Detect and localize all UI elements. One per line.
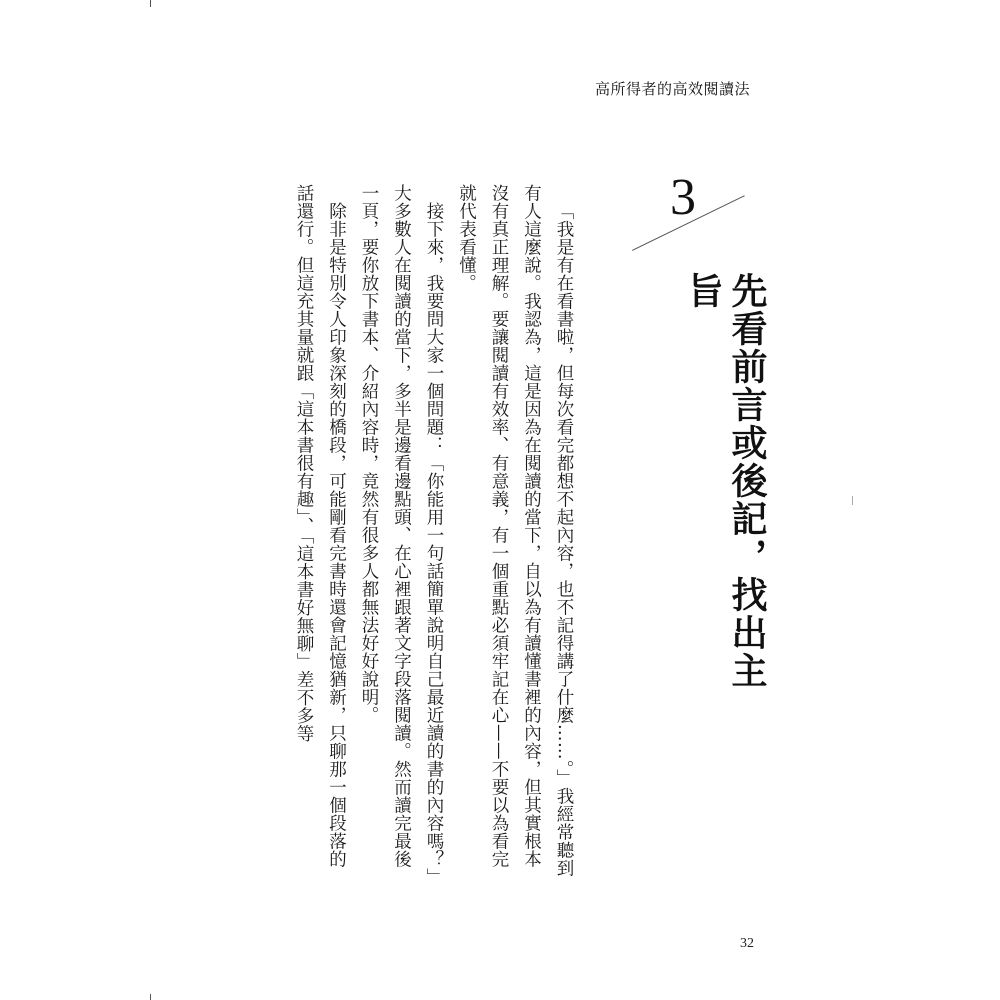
body-paragraph-3: 除非是特別令人印象深刻的橋段，可能剛看完書時還會記憶猶新，只聊那一個段落的話還行。但這充其量就跟「這本書很有趣」、「這本書好無聊」差不多等	[294, 184, 347, 868]
crop-mark-top	[150, 0, 151, 7]
page-number: 32	[740, 936, 754, 951]
margin-tick	[852, 496, 853, 505]
body-paragraph-1: 「我是有在看書啦，但每次看完都想不起內容，也不記得講了什麼……。」我經常聽到有人這麼說。我認為，這是因為在閱讀的當下，自以為有讀懂書裡的內容，但其實根本沒有真正理解。要讓閱讀有效率、有意義，有一個重點必須牢記在心——不要以為看完就代表看懂。	[456, 184, 574, 877]
body-text	[250, 184, 580, 884]
crop-mark-bottom	[150, 994, 151, 1000]
chapter-title: 先看前言或後記，找出主旨	[682, 272, 767, 690]
running-header: 高所得者的高效閱讀法	[594, 80, 750, 98]
chapter-number: 3	[670, 169, 696, 226]
body-paragraph-2: 接下來，我要問大家一個問題：「你能用一句話簡單說明自己最近讀的書的內容嗎？」大多數人在閱讀的當下，多半是邊看邊點頭、在心裡跟著文字段落閱讀。然而讀完最後一頁，要你放下書本、介紹內容時，竟然有很多人都無法好好說明。	[359, 184, 444, 877]
